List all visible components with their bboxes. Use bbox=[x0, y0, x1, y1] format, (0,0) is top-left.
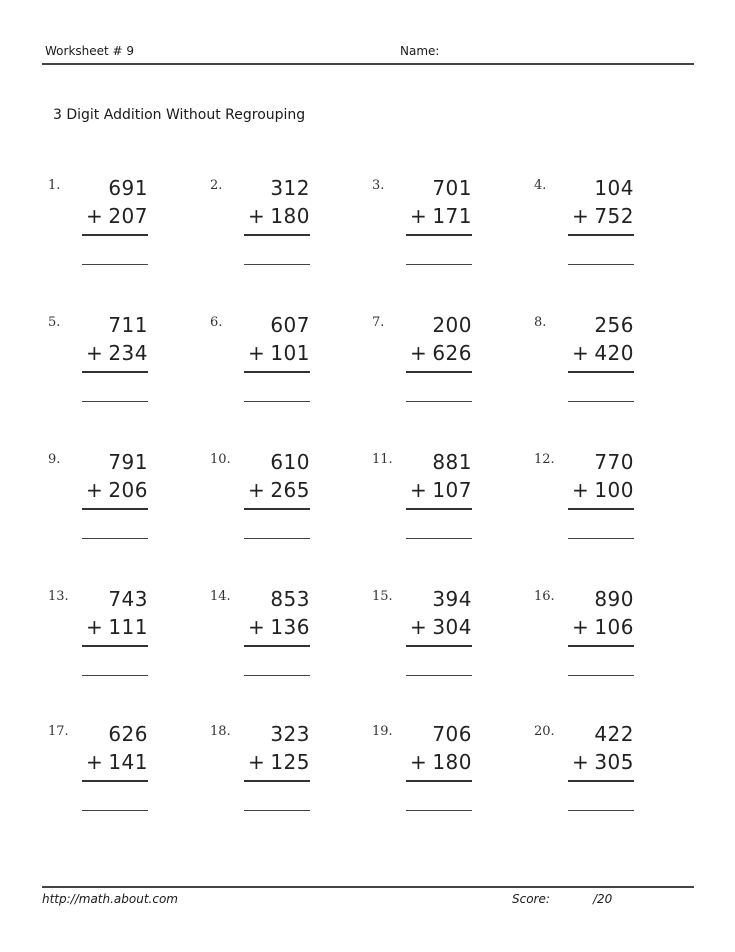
bottom-addend: 265 bbox=[270, 478, 310, 502]
answer-line[interactable] bbox=[568, 538, 634, 539]
bottom-row bbox=[248, 341, 310, 367]
plus-sign: + bbox=[248, 478, 265, 502]
top-addend: 853 bbox=[270, 587, 310, 611]
problem-15 bbox=[372, 587, 482, 687]
plus-sign: + bbox=[572, 478, 589, 502]
bottom-addend: 180 bbox=[270, 204, 310, 228]
bottom-addend: 420 bbox=[594, 341, 634, 365]
problem-number: 12. bbox=[534, 452, 555, 467]
sum-rule bbox=[82, 645, 148, 647]
worksheet-footer bbox=[42, 892, 694, 910]
bottom-row bbox=[410, 341, 472, 367]
worksheet-header bbox=[45, 44, 695, 62]
bottom-row bbox=[410, 204, 472, 230]
top-addend: 323 bbox=[270, 722, 310, 746]
sum-rule bbox=[244, 371, 310, 373]
source-url[interactable]: http://math.about.com bbox=[42, 892, 178, 906]
sum-rule bbox=[406, 645, 472, 647]
plus-sign: + bbox=[410, 341, 427, 365]
top-addend: 422 bbox=[594, 722, 634, 746]
top-addend: 743 bbox=[108, 587, 148, 611]
problem-number: 11. bbox=[372, 452, 393, 467]
sum-rule bbox=[568, 645, 634, 647]
top-addend: 610 bbox=[270, 450, 310, 474]
problem-number: 18. bbox=[210, 724, 231, 739]
answer-line[interactable] bbox=[406, 810, 472, 811]
problem-number: 19. bbox=[372, 724, 393, 739]
sum-rule bbox=[406, 508, 472, 510]
problem-number: 1. bbox=[48, 178, 61, 193]
answer-line[interactable] bbox=[568, 264, 634, 265]
plus-sign: + bbox=[248, 341, 265, 365]
bottom-row bbox=[410, 615, 472, 641]
bottom-row bbox=[248, 478, 310, 504]
plus-sign: + bbox=[572, 204, 589, 228]
problem-8 bbox=[534, 313, 644, 413]
top-addend: 200 bbox=[432, 313, 472, 337]
bottom-addend: 107 bbox=[432, 478, 472, 502]
top-addend: 890 bbox=[594, 587, 634, 611]
plus-sign: + bbox=[248, 750, 265, 774]
score-total: /20 bbox=[593, 892, 613, 906]
bottom-addend: 305 bbox=[594, 750, 634, 774]
problem-number: 15. bbox=[372, 589, 393, 604]
top-addend: 104 bbox=[594, 176, 634, 200]
bottom-row bbox=[410, 478, 472, 504]
answer-line[interactable] bbox=[244, 401, 310, 402]
worksheet-title: 3 Digit Addition Without Regrouping bbox=[53, 107, 306, 123]
bottom-addend: 101 bbox=[270, 341, 310, 365]
plus-sign: + bbox=[86, 341, 103, 365]
problem-14 bbox=[210, 587, 320, 687]
problem-12 bbox=[534, 450, 644, 550]
sum-rule bbox=[244, 645, 310, 647]
bottom-row bbox=[572, 478, 634, 504]
top-addend: 711 bbox=[108, 313, 148, 337]
bottom-addend: 141 bbox=[108, 750, 148, 774]
plus-sign: + bbox=[86, 750, 103, 774]
bottom-row bbox=[86, 615, 148, 641]
bottom-row bbox=[572, 615, 634, 641]
answer-line[interactable] bbox=[82, 810, 148, 811]
bottom-row bbox=[86, 750, 148, 776]
bottom-row bbox=[86, 341, 148, 367]
problem-18 bbox=[210, 722, 320, 822]
problem-number: 10. bbox=[210, 452, 231, 467]
sum-rule bbox=[406, 780, 472, 782]
sum-rule bbox=[406, 234, 472, 236]
problem-5 bbox=[48, 313, 158, 413]
answer-line[interactable] bbox=[406, 675, 472, 676]
plus-sign: + bbox=[410, 478, 427, 502]
problem-10 bbox=[210, 450, 320, 550]
plus-sign: + bbox=[248, 204, 265, 228]
sum-rule bbox=[568, 371, 634, 373]
problem-number: 20. bbox=[534, 724, 555, 739]
plus-sign: + bbox=[86, 615, 103, 639]
problem-3 bbox=[372, 176, 482, 276]
problem-2 bbox=[210, 176, 320, 276]
answer-line[interactable] bbox=[406, 401, 472, 402]
problem-number: 3. bbox=[372, 178, 385, 193]
bottom-row bbox=[86, 478, 148, 504]
sum-rule bbox=[82, 234, 148, 236]
answer-line[interactable] bbox=[568, 810, 634, 811]
problem-17 bbox=[48, 722, 158, 822]
bottom-addend: 180 bbox=[432, 750, 472, 774]
bottom-row bbox=[572, 204, 634, 230]
sum-rule bbox=[568, 234, 634, 236]
sum-rule bbox=[82, 508, 148, 510]
bottom-addend: 100 bbox=[594, 478, 634, 502]
score-label: Score: bbox=[512, 892, 550, 906]
bottom-addend: 171 bbox=[432, 204, 472, 228]
top-addend: 394 bbox=[432, 587, 472, 611]
answer-line[interactable] bbox=[568, 675, 634, 676]
bottom-row bbox=[572, 750, 634, 776]
problem-16 bbox=[534, 587, 644, 687]
answer-line[interactable] bbox=[244, 538, 310, 539]
bottom-row bbox=[248, 750, 310, 776]
answer-line[interactable] bbox=[82, 264, 148, 265]
problem-11 bbox=[372, 450, 482, 550]
answer-line[interactable] bbox=[82, 538, 148, 539]
problem-1 bbox=[48, 176, 158, 276]
top-addend: 312 bbox=[270, 176, 310, 200]
problem-number: 5. bbox=[48, 315, 61, 330]
answer-line[interactable] bbox=[82, 675, 148, 676]
top-addend: 701 bbox=[432, 176, 472, 200]
answer-line[interactable] bbox=[244, 810, 310, 811]
answer-line[interactable] bbox=[82, 401, 148, 402]
bottom-addend: 207 bbox=[108, 204, 148, 228]
problem-number: 14. bbox=[210, 589, 231, 604]
problem-number: 7. bbox=[372, 315, 385, 330]
bottom-addend: 626 bbox=[432, 341, 472, 365]
sum-rule bbox=[568, 508, 634, 510]
bottom-addend: 752 bbox=[594, 204, 634, 228]
plus-sign: + bbox=[572, 341, 589, 365]
answer-line[interactable] bbox=[244, 264, 310, 265]
answer-line[interactable] bbox=[406, 538, 472, 539]
problem-20 bbox=[534, 722, 644, 822]
plus-sign: + bbox=[410, 204, 427, 228]
name-label: Name: bbox=[400, 44, 440, 58]
sum-rule bbox=[244, 780, 310, 782]
problem-number: 9. bbox=[48, 452, 61, 467]
bottom-addend: 304 bbox=[432, 615, 472, 639]
bottom-addend: 136 bbox=[270, 615, 310, 639]
bottom-row bbox=[248, 204, 310, 230]
plus-sign: + bbox=[86, 478, 103, 502]
bottom-addend: 125 bbox=[270, 750, 310, 774]
footer-rule bbox=[42, 886, 694, 888]
bottom-addend: 206 bbox=[108, 478, 148, 502]
sum-rule bbox=[82, 780, 148, 782]
top-addend: 626 bbox=[108, 722, 148, 746]
problem-number: 8. bbox=[534, 315, 547, 330]
top-addend: 791 bbox=[108, 450, 148, 474]
sum-rule bbox=[244, 234, 310, 236]
answer-line[interactable] bbox=[244, 675, 310, 676]
plus-sign: + bbox=[86, 204, 103, 228]
problem-number: 13. bbox=[48, 589, 69, 604]
bottom-row bbox=[86, 204, 148, 230]
problem-6 bbox=[210, 313, 320, 413]
bottom-addend: 234 bbox=[108, 341, 148, 365]
bottom-addend: 111 bbox=[108, 615, 148, 639]
bottom-row bbox=[572, 341, 634, 367]
problem-7 bbox=[372, 313, 482, 413]
header-rule bbox=[42, 63, 694, 65]
problem-number: 17. bbox=[48, 724, 69, 739]
top-addend: 691 bbox=[108, 176, 148, 200]
problem-number: 2. bbox=[210, 178, 223, 193]
top-addend: 881 bbox=[432, 450, 472, 474]
sum-rule bbox=[82, 371, 148, 373]
problem-13 bbox=[48, 587, 158, 687]
top-addend: 770 bbox=[594, 450, 634, 474]
plus-sign: + bbox=[572, 750, 589, 774]
problem-4 bbox=[534, 176, 644, 276]
problem-number: 6. bbox=[210, 315, 223, 330]
bottom-row bbox=[410, 750, 472, 776]
top-addend: 256 bbox=[594, 313, 634, 337]
problem-19 bbox=[372, 722, 482, 822]
plus-sign: + bbox=[410, 750, 427, 774]
answer-line[interactable] bbox=[406, 264, 472, 265]
bottom-addend: 106 bbox=[594, 615, 634, 639]
sum-rule bbox=[244, 508, 310, 510]
sum-rule bbox=[406, 371, 472, 373]
top-addend: 706 bbox=[432, 722, 472, 746]
answer-line[interactable] bbox=[568, 401, 634, 402]
problem-9 bbox=[48, 450, 158, 550]
plus-sign: + bbox=[572, 615, 589, 639]
plus-sign: + bbox=[248, 615, 265, 639]
worksheet-number: Worksheet # 9 bbox=[45, 44, 135, 58]
problem-number: 4. bbox=[534, 178, 547, 193]
top-addend: 607 bbox=[270, 313, 310, 337]
problem-number: 16. bbox=[534, 589, 555, 604]
bottom-row bbox=[248, 615, 310, 641]
sum-rule bbox=[568, 780, 634, 782]
plus-sign: + bbox=[410, 615, 427, 639]
